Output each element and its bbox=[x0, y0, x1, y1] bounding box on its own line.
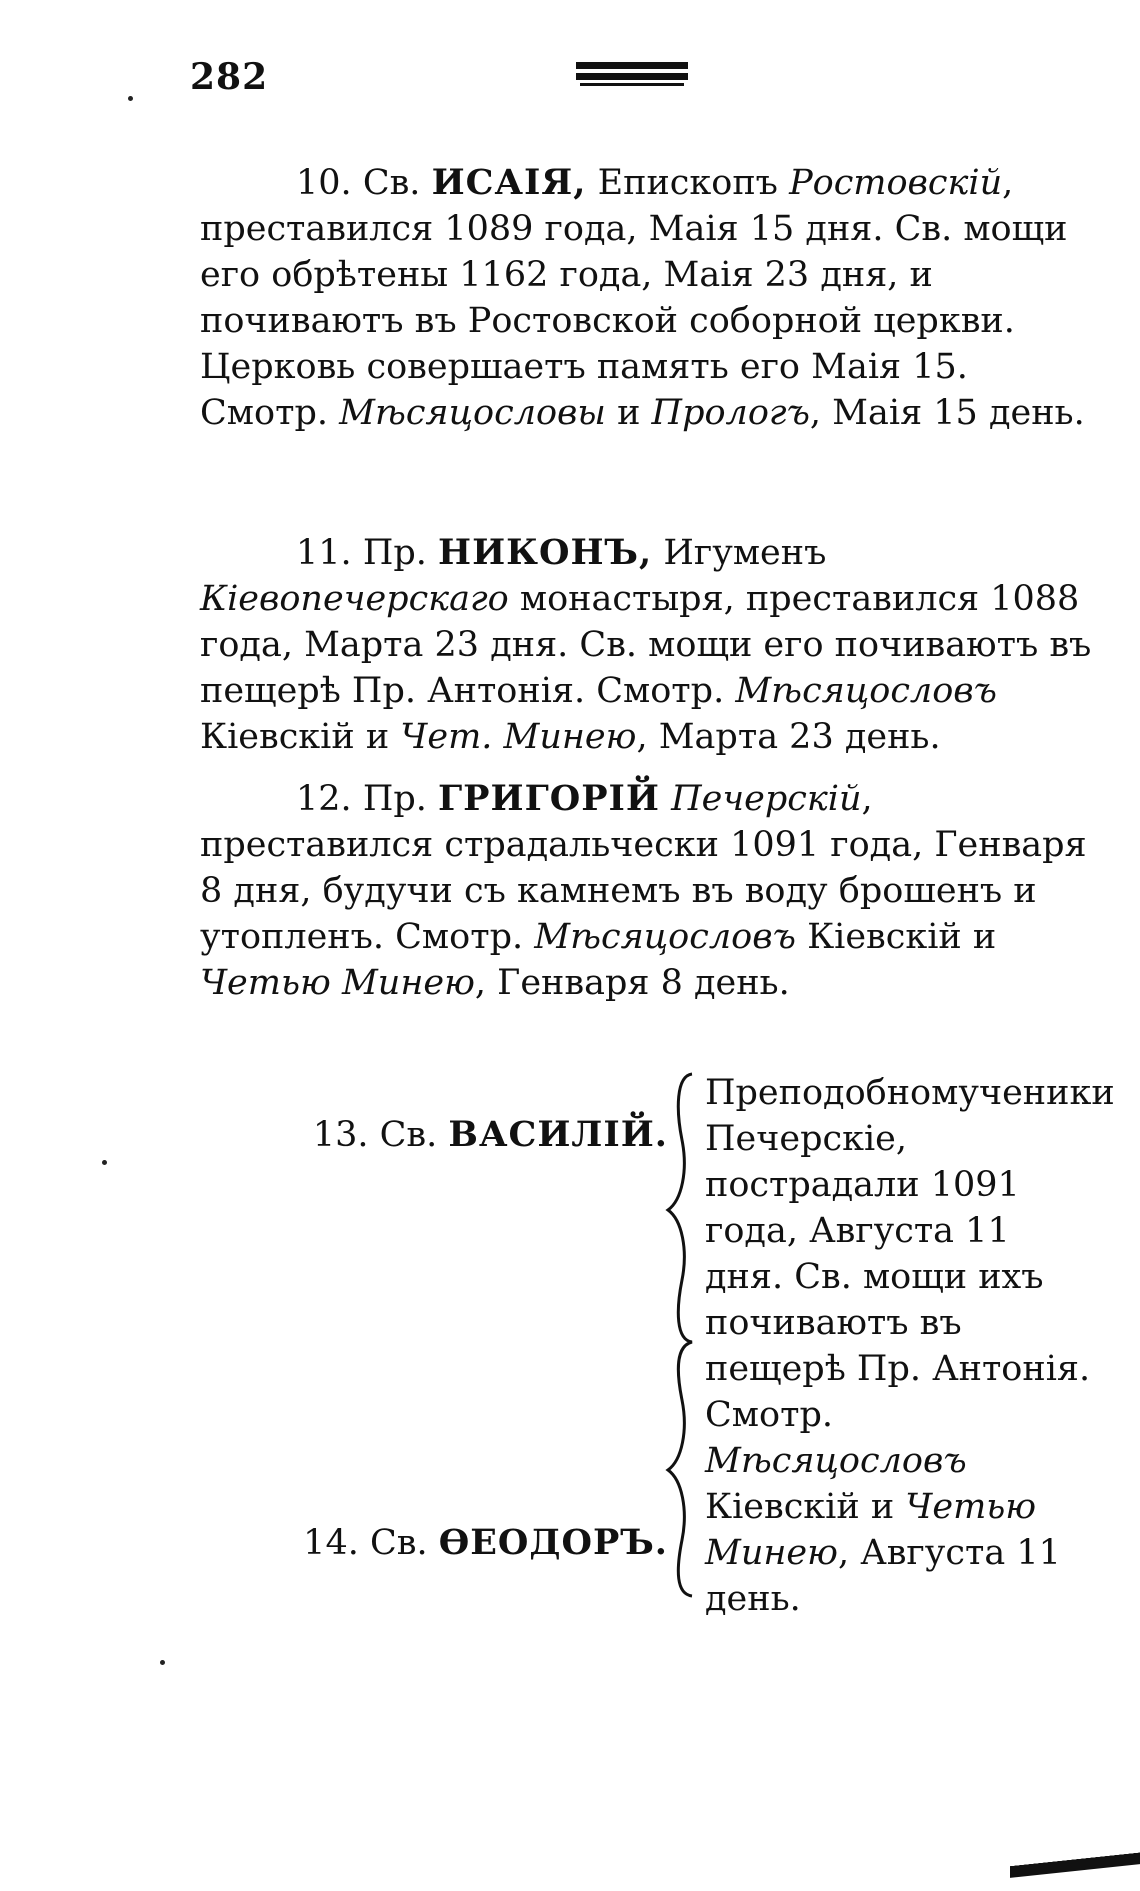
entry-title: Св. bbox=[379, 1115, 438, 1155]
entry-tail: , Генваря 8 день. bbox=[474, 963, 790, 1003]
curly-brace-icon bbox=[662, 1070, 702, 1600]
shared-connector: Кiевскiй и bbox=[705, 1487, 895, 1527]
entry-reference: Прологъ bbox=[651, 393, 810, 433]
entry-name: ВАСИЛIЙ. bbox=[448, 1114, 668, 1155]
entry-11 bbox=[200, 530, 1100, 760]
entry-13-heading bbox=[313, 1114, 668, 1155]
entry-reference: Чет. Минею bbox=[400, 717, 637, 757]
entry-tail: , Марта 23 день. bbox=[636, 717, 941, 757]
entry-14-heading bbox=[303, 1522, 668, 1563]
entry-title: Пр. bbox=[362, 533, 427, 573]
entry-number: 10. bbox=[296, 163, 352, 203]
entry-reference: Мѣсяцословъ bbox=[534, 917, 796, 957]
entry-reference: Мѣсяцословы bbox=[339, 393, 606, 433]
page-edge-stroke bbox=[1010, 1846, 1140, 1878]
entry-epithet: Ростовскiй bbox=[789, 163, 1003, 203]
entry-10 bbox=[200, 160, 1100, 436]
entry-12 bbox=[200, 776, 1100, 1006]
entry-number: 13. bbox=[312, 1115, 369, 1155]
shared-description bbox=[705, 1070, 1115, 1622]
entry-body: , преставился страдальчески 1091 года, Генваря 8 дня, будучи съ камнемъ въ воду брошенъ и утопленъ. Смотр. bbox=[200, 779, 1087, 957]
entry-body: , преставился 1089 года, Маiя 15 дня. Св. мощи его обрѣтены 1162 года, Маiя 23 дня, и почиваютъ въ Ростовской соборной церкви. Церковь совершаетъ память его Маiя 15. Смотр. bbox=[200, 163, 1068, 433]
entry-epithet: Печерскiй bbox=[671, 779, 862, 819]
entry-title: Св. bbox=[362, 163, 421, 203]
print-speck bbox=[160, 1660, 165, 1665]
print-speck bbox=[102, 1160, 107, 1165]
entry-epithet: Кiевопечерскаго bbox=[200, 579, 509, 619]
entry-connector: Кiевскiй и bbox=[200, 717, 390, 757]
entry-name: НИКОНЪ, bbox=[438, 532, 653, 573]
entry-reference: Мѣсяцословъ bbox=[735, 671, 997, 711]
header-ornament bbox=[576, 62, 688, 88]
entry-number: 12. bbox=[296, 779, 352, 819]
grouped-entries-13-14 bbox=[200, 1070, 1115, 1619]
print-speck bbox=[128, 96, 133, 101]
page-number: 282 bbox=[190, 56, 269, 98]
entry-connector: и bbox=[617, 393, 641, 433]
entry-tail: , Маiя 15 день. bbox=[809, 393, 1085, 433]
entry-rank: Епископъ bbox=[597, 163, 778, 203]
entry-name: ГРИГОРIЙ bbox=[438, 778, 660, 819]
entry-connector: Кiевскiй и bbox=[807, 917, 997, 957]
shared-reference: Мѣсяцословъ bbox=[705, 1441, 967, 1481]
entry-name: ѲЕОДОРЪ. bbox=[438, 1522, 668, 1563]
entry-reference: Четью Минею bbox=[200, 963, 475, 1003]
entry-number: 11. bbox=[296, 533, 352, 573]
entry-title: Св. bbox=[369, 1523, 428, 1563]
entry-rank: Игуменъ bbox=[663, 533, 827, 573]
shared-body: Преподобномученики Печерскiе, пострадали 1091 года, Августа 11 дня. Св. мощи ихъ почиваютъ въ пещерѣ Пр. Антонiя. Смотр. bbox=[705, 1073, 1115, 1435]
entry-name: ИСАIЯ, bbox=[431, 162, 587, 203]
entry-title: Пр. bbox=[362, 779, 427, 819]
entry-number: 14. bbox=[303, 1523, 359, 1563]
shared-reference: Четью Минею bbox=[705, 1487, 1037, 1573]
shared-tail: , Августа 11 день. bbox=[705, 1533, 1061, 1619]
entry-body: монастыря, преставился 1088 года, Марта 23 дня. Св. мощи его почиваютъ въ пещерѣ Пр. Антонiя. Смотр. bbox=[200, 579, 1092, 711]
